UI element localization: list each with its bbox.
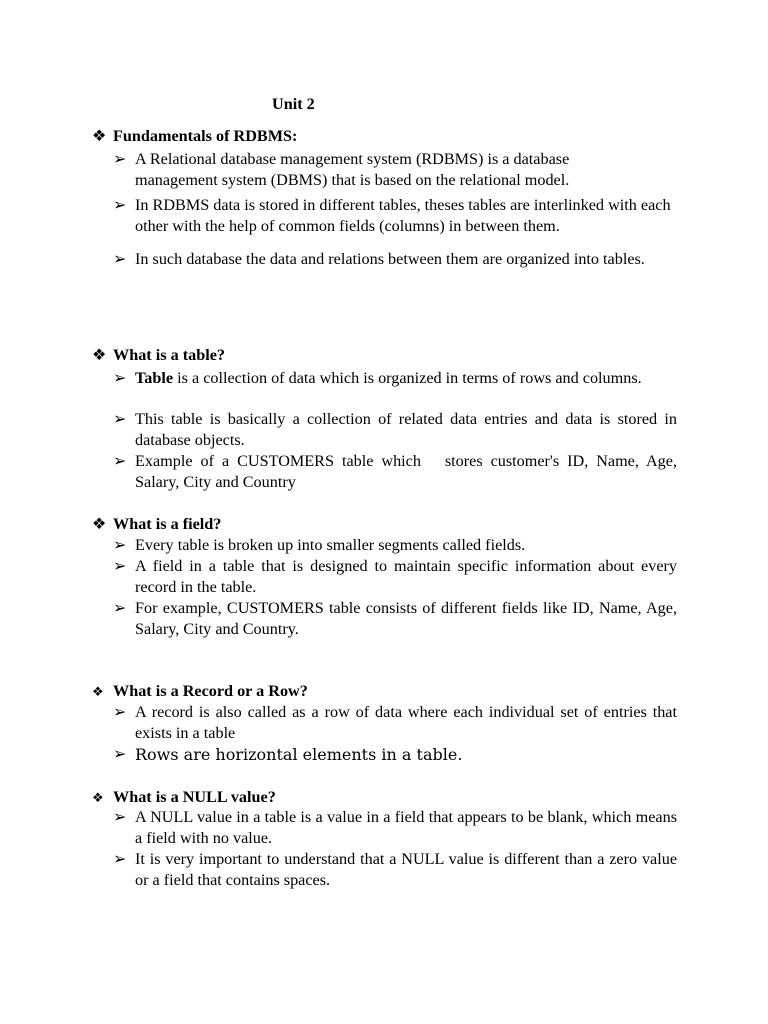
item-text: A NULL value in a table is a value in a field that appears to be blank, which means a field with no value. [135,808,677,847]
section-heading-record [92,681,308,702]
heading-text: What is a NULL value? [113,788,276,806]
arrow-bullet-icon: ➢ [113,452,127,470]
list-item [113,598,677,640]
list-item [113,249,677,270]
heading-text: What is a field? [113,515,222,533]
list-item [113,702,677,744]
list-item [113,744,677,765]
arrow-bullet-icon: ➢ [113,557,127,575]
item-text: A field in a table that is designed to maintain specific information about every record in the table. [135,557,677,596]
list-item [113,195,677,237]
diamond-bullet-icon: ❖ [92,515,107,533]
item-text: In such database the data and relations between them are organized into tables. [135,250,645,268]
arrow-bullet-icon: ➢ [113,703,127,721]
list-item [113,451,682,493]
list-item [113,149,677,191]
section-heading-field [92,514,221,535]
section-heading-null [92,787,276,808]
arrow-bullet-icon: ➢ [113,369,127,387]
term-table: Table [135,369,174,387]
diamond-bullet-icon: ❖ [92,127,107,145]
heading-text: What is a table? [113,346,225,364]
list-item [113,409,677,451]
item-text: Rows are horizontal elements in a table. [135,745,463,764]
item-text: It is very important to understand that a NULL value is different than a zero value or a field that contains spaces. [135,850,677,889]
arrow-bullet-icon: ➢ [113,850,127,868]
item-text: In RDBMS data is stored in different tables, theses tables are interlinked with each other with the help of common fields (columns) in between them. [135,196,671,235]
section-heading-table [92,345,225,366]
item-text: A Relational database management system (RDBMS) is a database management system (DBMS) that is based on the relational model. [135,150,570,189]
unit-title: Unit 2 [272,95,315,113]
list-item [113,368,677,389]
item-text: This table is basically a collection of related data entries and data is stored in database objects. [135,410,677,449]
arrow-bullet-icon: ➢ [113,536,127,554]
heading-text: Fundamentals of RDBMS: [113,127,298,145]
diamond-bullet-icon: ❖ [92,790,104,805]
item-text: A record is also called as a row of data where each individual set of entries that exists in a table [135,703,677,742]
heading-text: What is a Record or a Row? [113,682,308,700]
list-item [113,556,677,598]
diamond-bullet-icon: ❖ [92,684,104,699]
arrow-bullet-icon: ➢ [113,196,127,214]
arrow-bullet-icon: ➢ [113,599,127,617]
term-description: is a collection of data which is organized in terms of rows and columns. [173,369,642,387]
diamond-bullet-icon: ❖ [92,346,107,364]
item-text: For example, CUSTOMERS table consists of different fields like ID, Name, Age, Salary, City and Country. [135,599,677,638]
item-text: Example of a CUSTOMERS table which stores customer's ID, Name, Age, Salary, City and Country [135,452,682,491]
arrow-bullet-icon: ➢ [113,808,127,826]
list-item [113,849,677,891]
item-text: Every table is broken up into smaller segments called fields. [135,536,526,554]
list-item [113,807,677,849]
arrow-bullet-icon: ➢ [113,150,127,168]
section-heading-fundamentals [92,126,297,147]
list-item [113,535,677,556]
arrow-bullet-icon: ➢ [113,250,127,268]
arrow-bullet-icon: ➢ [113,410,127,428]
arrow-bullet-icon: ➢ [113,745,127,763]
item-text [135,368,677,389]
